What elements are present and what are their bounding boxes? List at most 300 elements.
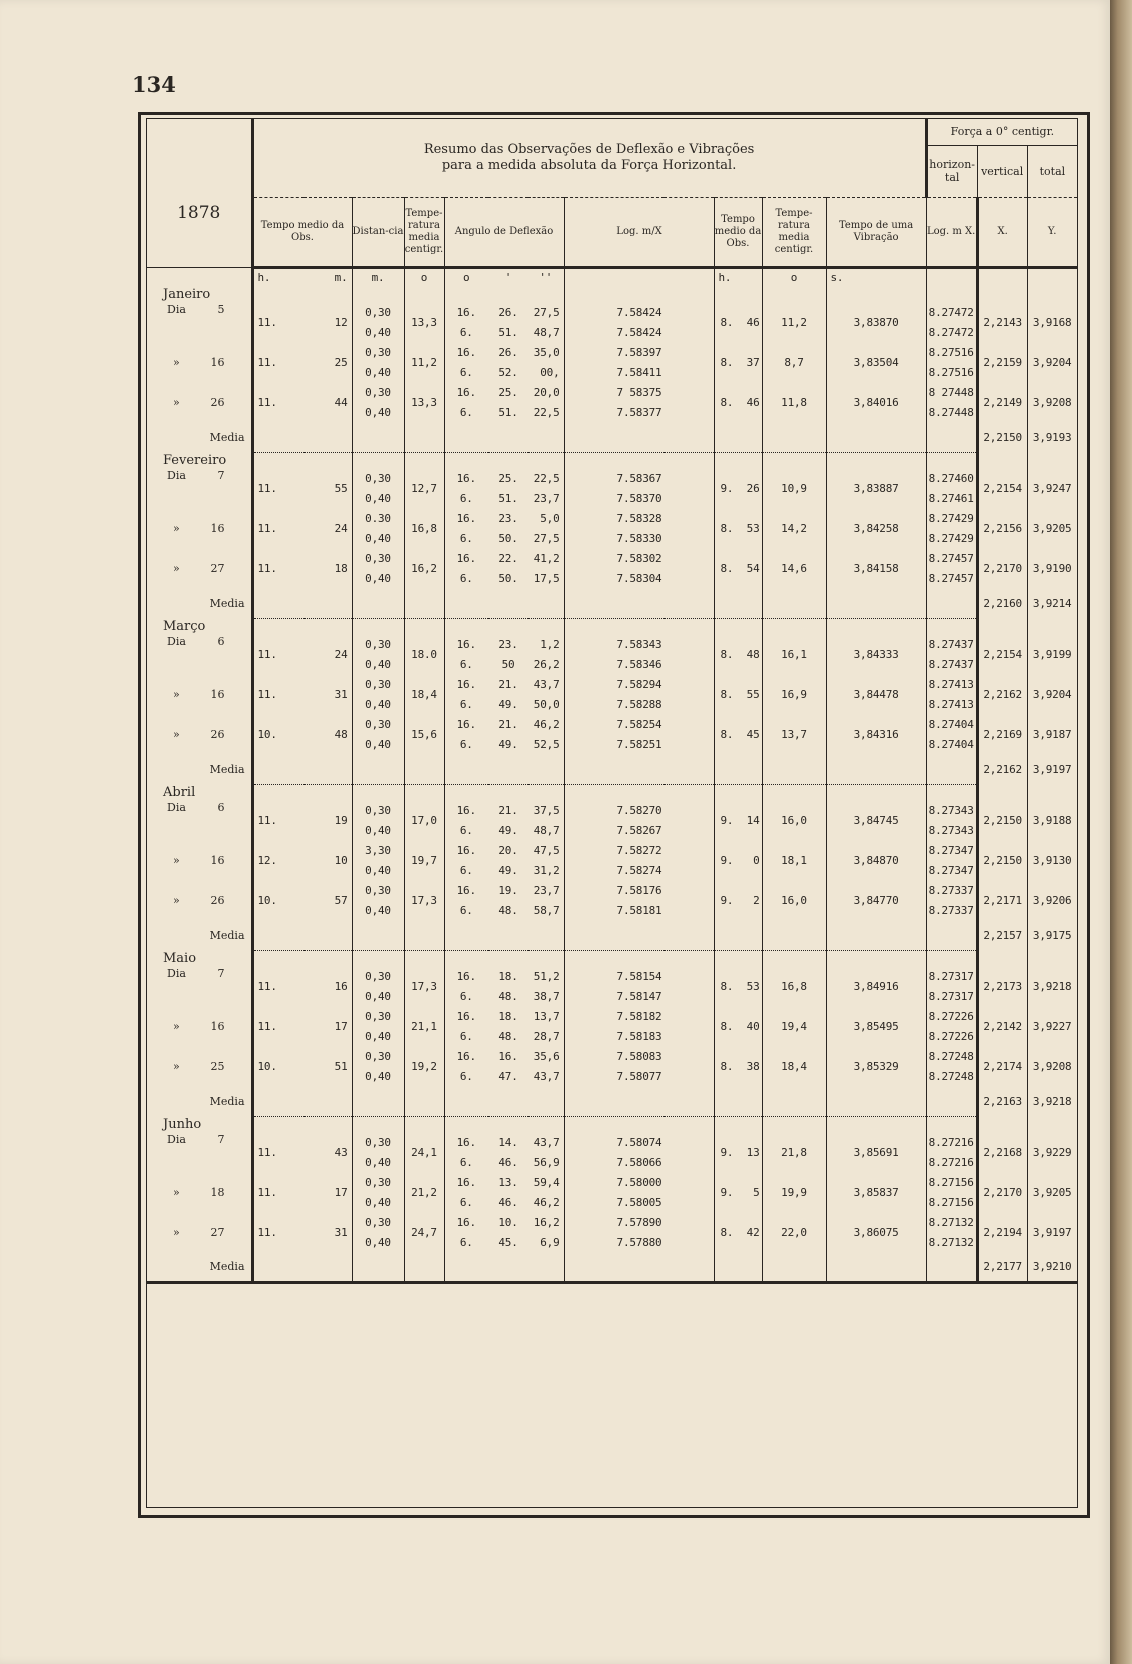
angle-deg-top: 16.: [456, 345, 476, 359]
day-label: Dia: [167, 1132, 186, 1146]
obs-time-2: [714, 841, 762, 881]
vibration-time: 3,84870: [826, 841, 926, 881]
angle-deg: [444, 1133, 488, 1173]
distance: [352, 509, 404, 549]
day-label: »: [173, 396, 180, 409]
log-m-over-x-top: 7.58424: [616, 305, 662, 319]
spacer-cell: [1027, 453, 1077, 469]
dotted-leader: [762, 921, 826, 951]
angle-deg-top: 16.: [456, 1009, 476, 1023]
angle-deg: [444, 469, 488, 509]
log-m-x-bottom: 8.27457: [928, 571, 974, 585]
spacer-cell: [404, 287, 444, 303]
dotted-leader: [252, 1253, 352, 1283]
angle-min-top: 18.: [498, 1009, 518, 1023]
distance: [352, 841, 404, 881]
spacer-cell: [1027, 287, 1077, 303]
angle-sec: [528, 715, 564, 755]
unit-dist: m.: [352, 267, 404, 287]
distance: [352, 383, 404, 423]
dotted-leader: [714, 921, 762, 951]
spacer-cell: [488, 453, 528, 469]
obs-minute: 44: [334, 396, 348, 409]
dotted-leader: [444, 755, 564, 785]
log-m-over-x: [564, 1213, 714, 1253]
obs-minute: 24: [334, 522, 348, 535]
distance: [352, 675, 404, 715]
angle-deg-top: 16.: [456, 1175, 476, 1189]
temperature-2: 11,8: [762, 383, 826, 423]
log-m-x-top: 8.27404: [928, 717, 974, 731]
temperature: 12,7: [404, 469, 444, 509]
obs-hour-2: 9.: [720, 1186, 734, 1199]
spacer-cell: [714, 951, 762, 967]
spacer-cell: [564, 619, 714, 635]
obs-minute: 43: [334, 1146, 348, 1159]
dotted-leader: [352, 755, 404, 785]
day-label: »: [173, 1226, 180, 1239]
dotted-leader: [564, 1253, 714, 1283]
angle-deg-bottom: 6.: [459, 405, 473, 419]
angle-sec-top: 35,6: [533, 1049, 560, 1063]
angle-min: [488, 801, 528, 841]
obs-minute: 19: [334, 814, 348, 827]
day-label: »: [173, 1020, 180, 1033]
spacer-cell: [926, 287, 977, 303]
angle-deg-bottom: 6.: [459, 737, 473, 751]
log-m-x-bottom: 8.27472: [928, 325, 974, 339]
obs-hour-2: 8.: [720, 1060, 734, 1073]
angle-sec-bottom: 22,5: [533, 405, 560, 419]
angle-sec: [528, 967, 564, 1007]
day-label: Dia: [167, 966, 186, 980]
day-label: »: [173, 356, 180, 369]
spacer-cell: [404, 785, 444, 801]
media-y: 3,9218: [1027, 1087, 1077, 1117]
temperature-2: 8,7: [762, 343, 826, 383]
angle-min-bottom: 49.: [498, 697, 518, 711]
force-y: 3,9187: [1027, 715, 1077, 755]
day-number: 16: [210, 522, 225, 535]
temperature: 16,2: [404, 549, 444, 589]
dotted-leader: [252, 755, 352, 785]
day-number: 26: [210, 396, 225, 409]
day-label: Dia: [167, 634, 186, 648]
log-m-over-x-bottom: 7.58251: [616, 737, 662, 751]
angle-sec-bottom: 56,9: [533, 1155, 560, 1169]
log-m-x: [926, 1007, 977, 1047]
dotted-leader: [444, 1087, 564, 1117]
log-m-x: [926, 509, 977, 549]
angle-min: [488, 1173, 528, 1213]
obs-time-2: [714, 509, 762, 549]
log-m-x-top: 8.27460: [928, 471, 974, 485]
media-x: 2,2157: [977, 921, 1027, 951]
obs-hour: 11.: [252, 1133, 304, 1173]
force-y: 3,9204: [1027, 343, 1077, 383]
distance-top: 0,30: [365, 1049, 391, 1063]
dotted-leader: [352, 921, 404, 951]
spacer-cell: [926, 1117, 977, 1133]
angle-min-bottom: 50: [501, 657, 515, 671]
force-x: 2,2156: [977, 509, 1027, 549]
distance: [352, 1173, 404, 1213]
month-header-row: [147, 619, 1077, 635]
log-m-x-top: 8.27156: [928, 1175, 974, 1189]
day-number: 16: [210, 1020, 225, 1033]
media-y: 3,9193: [1027, 423, 1077, 453]
log-m-over-x: [564, 549, 714, 589]
obs-minute-2: 26: [746, 482, 760, 495]
angle-sec-bottom: 50,0: [533, 697, 560, 711]
spacer-cell: [444, 453, 488, 469]
angle-min-top: 25.: [498, 385, 518, 399]
angle-sec-top: 35,0: [533, 345, 560, 359]
day-cell: [147, 675, 252, 715]
vibration-time: 3,85691: [826, 1133, 926, 1173]
media-row: [147, 921, 1077, 951]
temperature-2: 16,1: [762, 635, 826, 675]
spacer-cell: [826, 619, 926, 635]
obs-minute-2: 48: [746, 648, 760, 661]
dotted-leader: [714, 589, 762, 619]
angle-min: [488, 841, 528, 881]
dotted-leader: [926, 921, 977, 951]
angle-sec-top: 27,5: [533, 305, 560, 319]
spacer-cell: [762, 287, 826, 303]
angle-min-bottom: 45.: [498, 1235, 518, 1249]
media-label: Media: [209, 1260, 245, 1274]
distance-bottom: 0,40: [365, 491, 391, 505]
vibration-time: 3,83870: [826, 303, 926, 343]
spacer-cell: [564, 1117, 714, 1133]
angle-deg-top: 16.: [456, 471, 476, 485]
unit-h: h.: [252, 267, 304, 287]
distance-bottom: 0,40: [365, 863, 391, 877]
day-cell: [147, 1133, 252, 1173]
obs-minute: 10: [334, 854, 348, 867]
dotted-leader: [826, 921, 926, 951]
units-row: [147, 267, 1077, 287]
angle-min: [488, 881, 528, 921]
obs-hour-2: 8.: [720, 980, 734, 993]
angle-deg-top: 16.: [456, 1049, 476, 1063]
distance: [352, 1007, 404, 1047]
obs-hour-2: 8.: [720, 356, 734, 369]
month-name: Abril: [163, 785, 196, 800]
log-m-x-top: 8.27413: [928, 677, 974, 691]
spacer-cell: [977, 453, 1027, 469]
log-m-over-x-top: 7.58302: [616, 551, 662, 565]
obs-hour: 11.: [252, 549, 304, 589]
temperature: 11,2: [404, 343, 444, 383]
spacer-cell: [714, 287, 762, 303]
table-title: [252, 119, 926, 197]
angle-min-bottom: 52.: [498, 365, 518, 379]
log-m-over-x-top: 7.58154: [616, 969, 662, 983]
log-m-x-bottom: 8.27413: [928, 697, 974, 711]
day-number: 16: [210, 854, 225, 867]
distance: [352, 967, 404, 1007]
temperature: 21,1: [404, 1007, 444, 1047]
day-cell: [147, 469, 252, 509]
angle-sec: [528, 635, 564, 675]
dotted-leader: [444, 921, 564, 951]
table-row: [147, 1213, 1077, 1253]
angle-sec-top: 37,5: [533, 803, 560, 817]
log-m-x-bottom: 8.27226: [928, 1029, 974, 1043]
obs-hour-2: 9.: [720, 1146, 734, 1159]
angle-sec: [528, 675, 564, 715]
angle-min-top: 10.: [498, 1215, 518, 1229]
log-m-x: [926, 1213, 977, 1253]
angle-sec: [528, 343, 564, 383]
angle-sec-bottom: 52,5: [533, 737, 560, 751]
log-m-over-x-top: 7.57890: [616, 1215, 662, 1229]
dotted-leader: [352, 1253, 404, 1283]
dotted-leader: [926, 1253, 977, 1283]
angle-min-bottom: 50.: [498, 531, 518, 545]
forca-col-horizontal: horizon-tal: [926, 145, 977, 197]
col-log-m-x: Log. m X.: [926, 197, 977, 267]
angle-min-bottom: 46.: [498, 1195, 518, 1209]
obs-minute-2: 53: [746, 980, 760, 993]
angle-min: [488, 967, 528, 1007]
obs-hour: 11.: [252, 469, 304, 509]
force-y: 3,9197: [1027, 1213, 1077, 1253]
log-m-x-top: 8.27226: [928, 1009, 974, 1023]
unit-m: m.: [334, 271, 348, 284]
angle-deg-top: 16.: [456, 511, 476, 525]
log-m-x-bottom: 8.27437: [928, 657, 974, 671]
log-m-over-x-top: 7.58397: [616, 345, 662, 359]
obs-minute-2: 45: [746, 728, 760, 741]
obs-time-2: [714, 635, 762, 675]
obs-hour-2: 8.: [720, 562, 734, 575]
vibration-time: 3,84316: [826, 715, 926, 755]
obs-minute-2: 5: [753, 1186, 760, 1199]
angle-sec-top: 51,2: [533, 969, 560, 983]
distance-top: 0,30: [365, 551, 391, 565]
spacer-cell: [488, 1117, 528, 1133]
force-y: 3,9190: [1027, 549, 1077, 589]
angle-min-top: 18.: [498, 969, 518, 983]
angle-min-top: 25.: [498, 471, 518, 485]
obs-hour-2: 9.: [720, 894, 734, 907]
spacer-cell: [762, 453, 826, 469]
dotted-leader: [252, 921, 352, 951]
table-row: [147, 343, 1077, 383]
temperature-2: 16,0: [762, 881, 826, 921]
angle-deg-top: 16.: [456, 717, 476, 731]
distance-bottom: 0,40: [365, 1029, 391, 1043]
log-m-over-x: [564, 841, 714, 881]
media-x: 2,2163: [977, 1087, 1027, 1117]
spacer-cell: [444, 1117, 488, 1133]
spacer-cell: [977, 1117, 1027, 1133]
obs-time-2: [714, 1047, 762, 1087]
temperature: 16,8: [404, 509, 444, 549]
obs-hour: 11.: [252, 1007, 304, 1047]
vibration-time: 3,85837: [826, 1173, 926, 1213]
day-label: »: [173, 562, 180, 575]
temperature-2: 11,2: [762, 303, 826, 343]
distance: [352, 303, 404, 343]
force-x: 2,2169: [977, 715, 1027, 755]
day-label: Dia: [167, 302, 186, 316]
angle-min-bottom: 47.: [498, 1069, 518, 1083]
dotted-leader: [404, 755, 444, 785]
col-temperatura: Tempe-ratura media centigr.: [404, 197, 444, 267]
distance-bottom: 0,40: [365, 989, 391, 1003]
spacer-cell: [977, 287, 1027, 303]
obs-hour: 10.: [252, 1047, 304, 1087]
distance-top: 0,30: [365, 385, 391, 399]
distance-top: 0,30: [365, 1135, 391, 1149]
media-x: 2,2162: [977, 755, 1027, 785]
temperature-2: 13,7: [762, 715, 826, 755]
angle-sec-top: 22,5: [533, 471, 560, 485]
log-m-over-x-bottom: 7.58267: [616, 823, 662, 837]
spacer-cell: [304, 1117, 352, 1133]
temperature-2: 22,0: [762, 1213, 826, 1253]
temperature-2: 16,9: [762, 675, 826, 715]
log-m-x-top: 8.27437: [928, 637, 974, 651]
distance: [352, 469, 404, 509]
force-x: 2,2142: [977, 1007, 1027, 1047]
distance-bottom: 0,40: [365, 365, 391, 379]
angle-sec: [528, 1213, 564, 1253]
angle-deg-top: 16.: [456, 1135, 476, 1149]
log-m-over-x-top: 7.58176: [616, 883, 662, 897]
angle-sec-top: 47,5: [533, 843, 560, 857]
log-m-x-bottom: 8.27448: [928, 405, 974, 419]
spacer-cell: [826, 453, 926, 469]
log-m-over-x-bottom: 7.58411: [616, 365, 662, 379]
spacer-cell: [352, 619, 404, 635]
obs-hour-2: 9.: [720, 854, 734, 867]
angle-sec: [528, 549, 564, 589]
day-number: 25: [210, 1060, 225, 1073]
obs-hour-2: 8.: [720, 522, 734, 535]
angle-deg: [444, 383, 488, 423]
spacer-cell: [352, 785, 404, 801]
log-m-over-x-bottom: 7.58330: [616, 531, 662, 545]
vibration-time: 3,84016: [826, 383, 926, 423]
log-m-x-bottom: 8.27317: [928, 989, 974, 1003]
distance-top: 0,30: [365, 345, 391, 359]
angle-deg: [444, 841, 488, 881]
spacer-cell: [404, 951, 444, 967]
angle-sec: [528, 841, 564, 881]
angle-sec-top: 41,2: [533, 551, 560, 565]
obs-minute-2: 0: [753, 854, 760, 867]
col-tempo-obs: Tempo medio da Obs.: [252, 197, 352, 267]
distance-top: 0.30: [365, 511, 391, 525]
day-label: »: [173, 854, 180, 867]
distance-bottom: 0,40: [365, 571, 391, 585]
spacer-cell: [352, 951, 404, 967]
distance: [352, 549, 404, 589]
distance-top: 0,30: [365, 883, 391, 897]
log-m-x-bottom: 8.27404: [928, 737, 974, 751]
title-line-1: Resumo das Observações de Deflexão e Vibrações: [423, 141, 755, 157]
log-m-over-x-top: 7.58272: [616, 843, 662, 857]
angle-deg-bottom: 6.: [459, 491, 473, 505]
day-number: 27: [210, 1226, 225, 1239]
spacer-cell: [926, 951, 977, 967]
dotted-leader: [926, 589, 977, 619]
angle-min-bottom: 48.: [498, 1029, 518, 1043]
log-m-x-top: 8.27337: [928, 883, 974, 897]
table-row: [147, 1047, 1077, 1087]
angle-sec-top: 43,7: [533, 677, 560, 691]
force-y: 3,9206: [1027, 881, 1077, 921]
log-m-x-bottom: 8.27132: [928, 1235, 974, 1249]
obs-time-2: [714, 675, 762, 715]
table-bottom-space: [147, 1283, 1077, 1399]
angle-sec-top: 5,0: [540, 511, 560, 525]
log-m-over-x-top: 7.58328: [616, 511, 662, 525]
table-row: [147, 1007, 1077, 1047]
force-y: 3,9168: [1027, 303, 1077, 343]
obs-minute: 12: [334, 316, 348, 329]
log-m-x: [926, 549, 977, 589]
media-row: [147, 1087, 1077, 1117]
day-label: »: [173, 1186, 180, 1199]
spacer-cell: [977, 785, 1027, 801]
unit-min: ': [504, 271, 512, 284]
vibration-time: 3,84158: [826, 549, 926, 589]
force-x: 2,2154: [977, 635, 1027, 675]
spacer-cell: [352, 287, 404, 303]
temperature-2: 14,6: [762, 549, 826, 589]
obs-hour: 11.: [252, 303, 304, 343]
temperature: 15,6: [404, 715, 444, 755]
dotted-leader: [404, 423, 444, 453]
log-m-over-x: [564, 509, 714, 549]
temperature-2: 18,1: [762, 841, 826, 881]
log-m-over-x-bottom: 7.58370: [616, 491, 662, 505]
obs-minute: 31: [334, 1226, 348, 1239]
angle-min-top: 13.: [498, 1175, 518, 1189]
temperature: 13,3: [404, 383, 444, 423]
angle-deg-top: 16.: [456, 305, 476, 319]
distance-top: 0,30: [365, 305, 391, 319]
obs-minute: 25: [334, 356, 348, 369]
obs-minute-2: 14: [746, 814, 760, 827]
obs-minute: 18: [334, 562, 348, 575]
temperature-2: 18,4: [762, 1047, 826, 1087]
log-m-x-top: 8.27216: [928, 1135, 974, 1149]
angle-sec-top: 23,7: [533, 883, 560, 897]
angle-deg-bottom: 6.: [459, 697, 473, 711]
angle-deg-bottom: 6.: [459, 903, 473, 917]
vibration-time: 3,84258: [826, 509, 926, 549]
distance-top: 0,30: [365, 677, 391, 691]
angle-sec-top: 1,2: [540, 637, 560, 651]
angle-min-top: 22.: [498, 551, 518, 565]
dotted-leader: [926, 423, 977, 453]
log-m-x: [926, 469, 977, 509]
spacer-cell: [252, 619, 304, 635]
distance-bottom: 0,40: [365, 1195, 391, 1209]
log-m-x-top: 8.27429: [928, 511, 974, 525]
log-m-over-x-bottom: 7.58304: [616, 571, 662, 585]
distance-top: 0,30: [365, 1009, 391, 1023]
angle-min-bottom: 51.: [498, 325, 518, 339]
log-m-x: [926, 841, 977, 881]
